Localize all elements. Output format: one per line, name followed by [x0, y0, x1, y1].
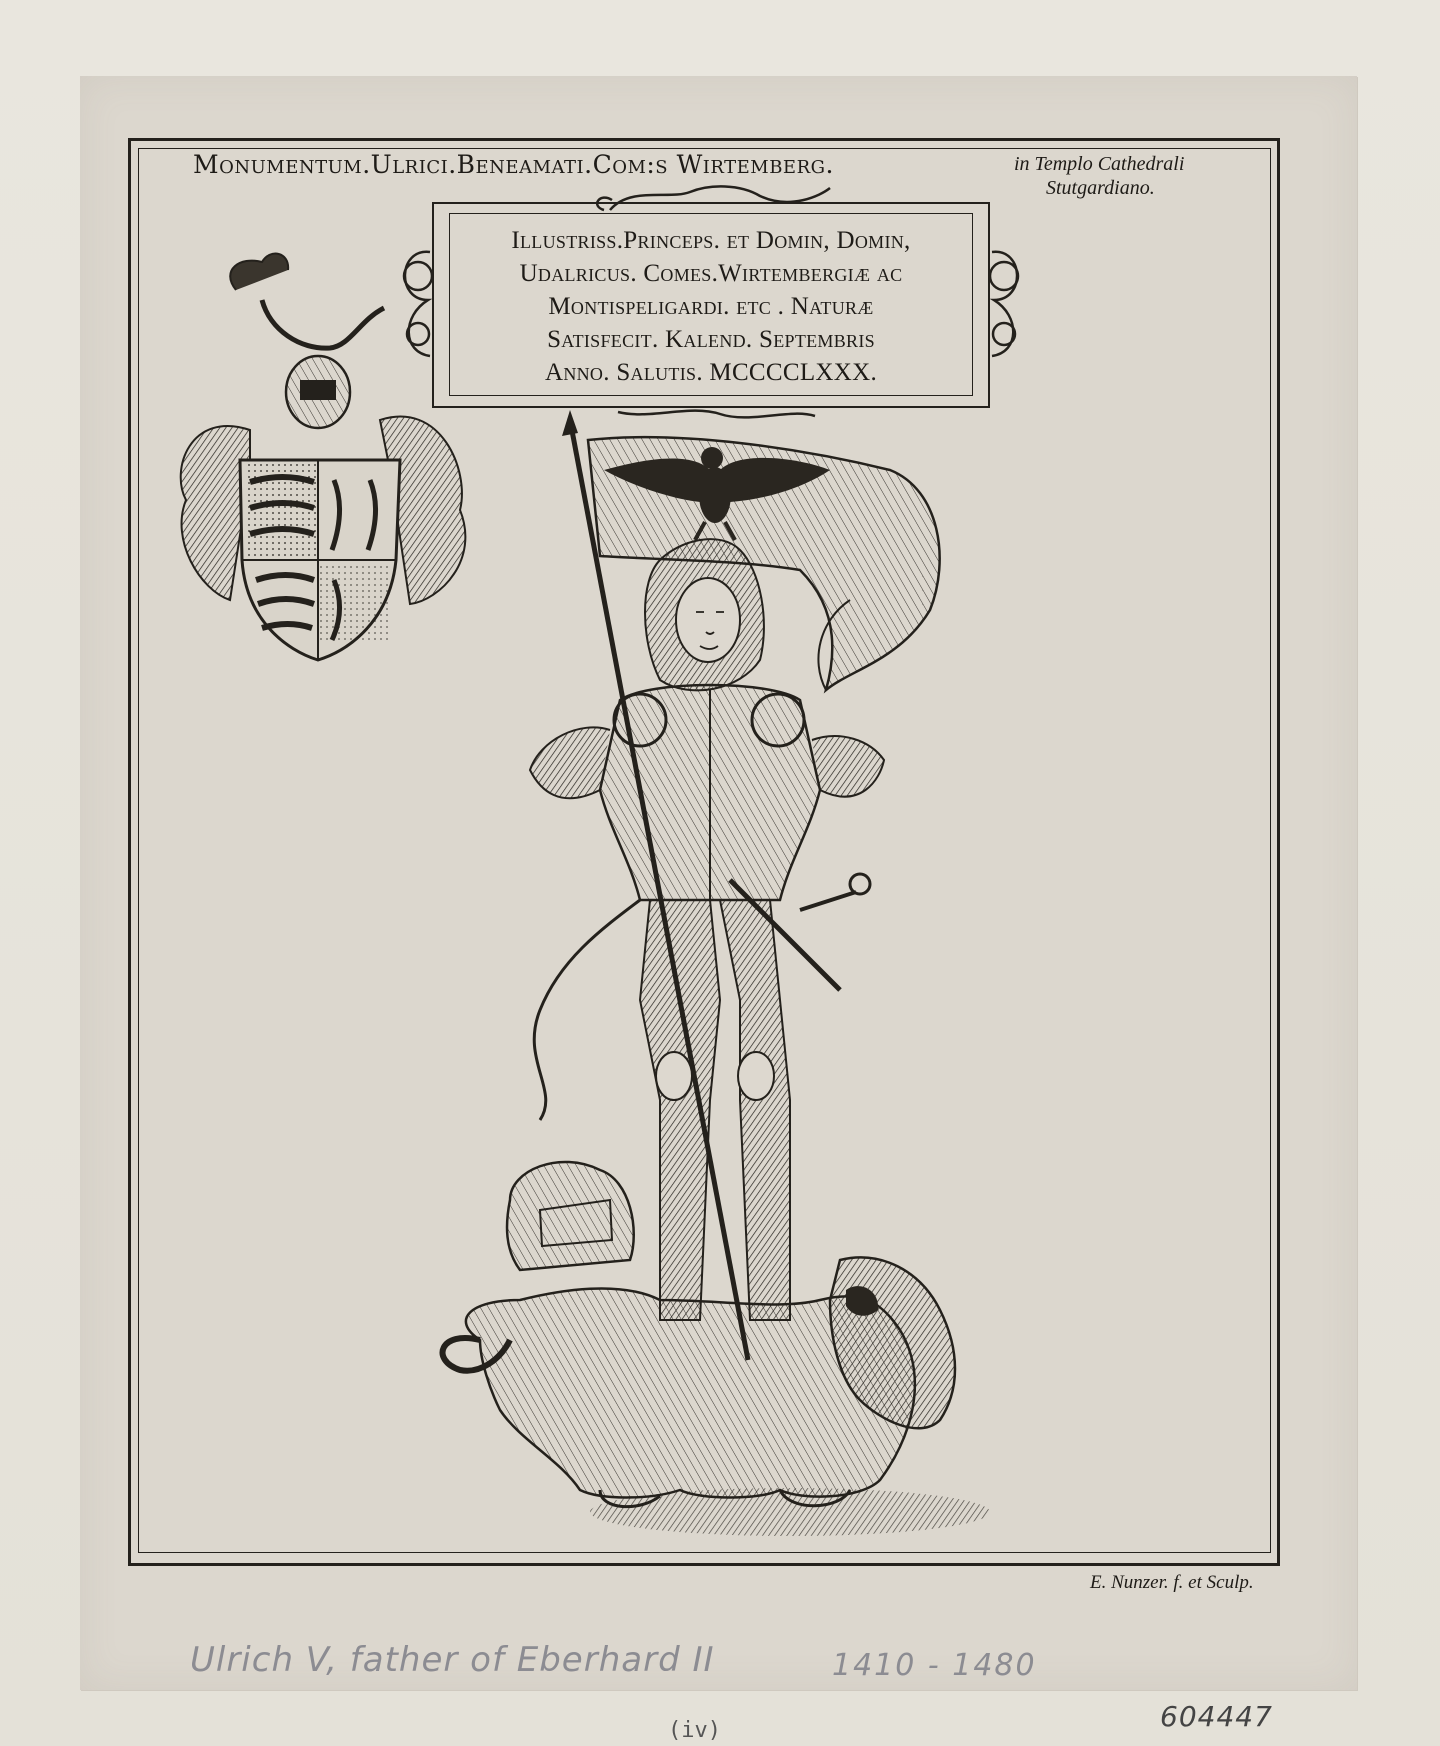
inscription-line-5: Anno. Salutis. MCCCCLXXX. — [544, 359, 878, 386]
page-mark: (iv) — [668, 1718, 721, 1743]
inscription-line-3: Montispeligardi. etc . Naturæ — [548, 293, 874, 320]
lion-icon — [443, 1257, 990, 1536]
inscription-line-4: Satisfecit. Kalend. Septembris — [547, 326, 875, 353]
cartouche-scrollwork — [404, 186, 1018, 417]
print-title: Monumentum.Ulrici.Beneamati.Com:s Wirtemberg. — [193, 150, 834, 179]
inscription-line-2: Udalricus. Comes.Wirtembergiæ ac — [519, 260, 903, 287]
location-line-2: Stutgardiano. — [1046, 177, 1155, 199]
helmet-icon — [507, 1162, 634, 1270]
location-line-1: in Templo Cathedrali — [1014, 153, 1185, 175]
eagle-banner-icon — [588, 437, 940, 690]
handwritten-dates-note: 1410 - 1480 — [832, 1648, 1037, 1683]
handwritten-name-note: Ulrich V, father of Eberhard II — [190, 1640, 715, 1680]
lance-tip — [562, 410, 578, 436]
engraver-signature: E. Nunzer. f. et Sculp. — [1090, 1572, 1254, 1593]
inscription-line-1: Illustriss.Princeps. et Domin, Domin, — [511, 227, 911, 254]
accession-number: 604447 — [1160, 1700, 1273, 1733]
coat-of-arms-icon — [181, 254, 466, 660]
